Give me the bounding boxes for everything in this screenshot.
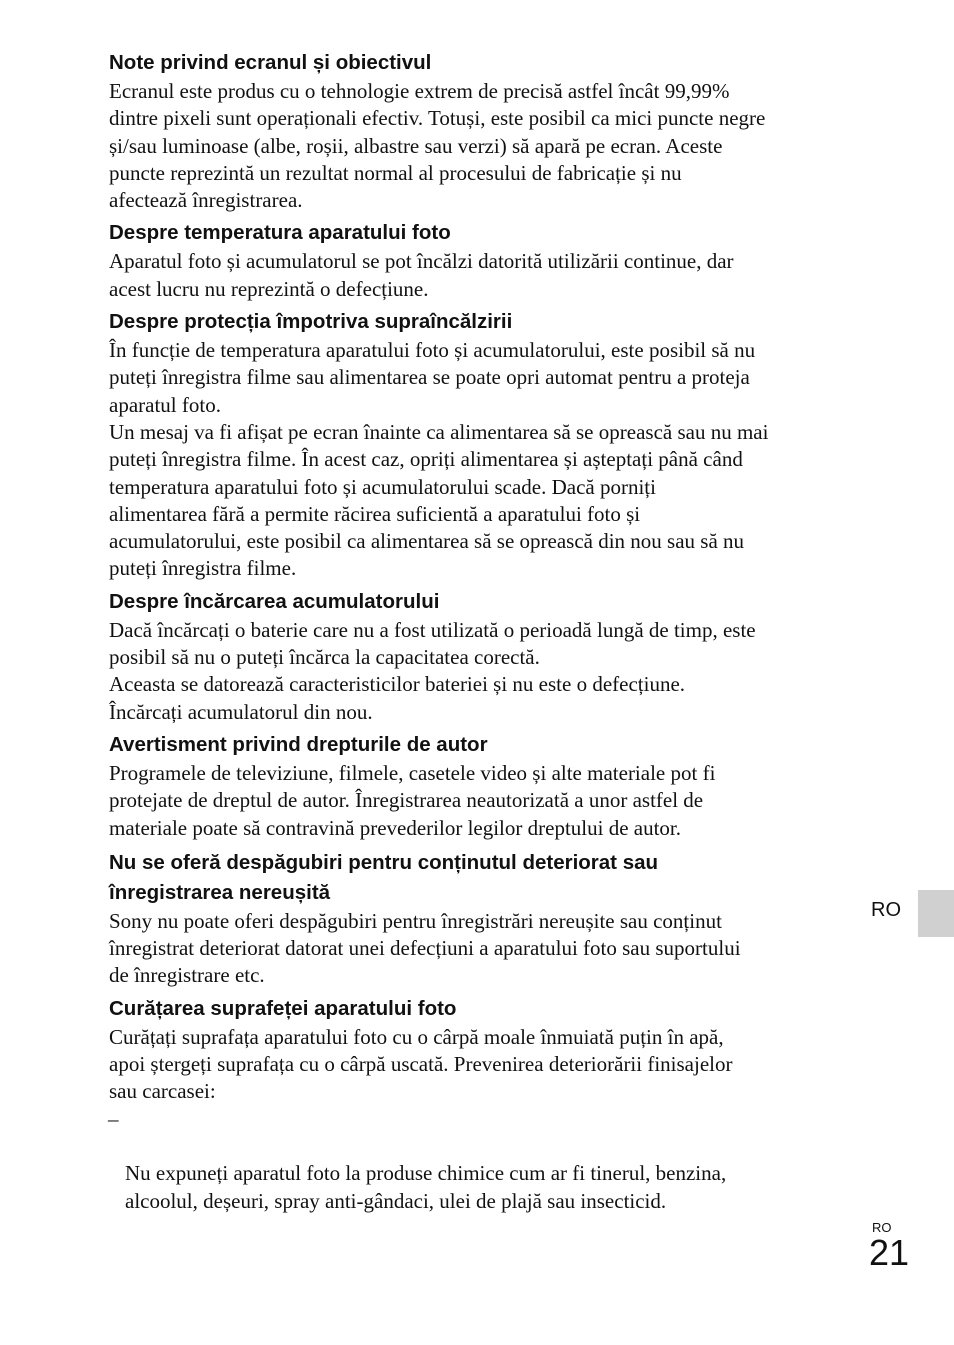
section-no-compensation	[109, 848, 869, 990]
section-body: Programele de televiziune, filmele, casetele video și alte materiale pot fi protejate de dreptul de autor. Înregistrarea neautorizată a unor astfel de materiale poate să contravină prevederilor legilor dreptului de autor.	[109, 760, 716, 840]
section-heading: Avertisment privind drepturile de autor	[109, 732, 488, 756]
language-tab	[918, 890, 954, 937]
section-body: Sony nu poate oferi despăgubiri pentru înregistrări nereușite sau conținut înregistrat deteriorat datorat unei defecțiuni a aparatului foto sau suportului de înregistrare etc.	[109, 908, 741, 988]
section-body: Ecranul este produs cu o tehnologie extrem de precisă astfel încât 99,99% dintre pixeli sunt operaționali efectiv. Totuși, este posibil ca mici puncte negre și/sau luminoase (albe, roșii, albastre sau verzi) să apară pe ecran. Aceste puncte reprezintă un rezultat normal al procesului de fabricație și nu afectează înregistrarea.	[109, 79, 766, 213]
section-heading: Nu se oferă despăgubiri pentru conținutul deteriorat sau înregistrarea nereușită	[109, 850, 659, 904]
section-temperature	[109, 218, 869, 303]
section-heading: Despre temperatura aparatului foto	[109, 221, 451, 245]
list-item-text: Nu expuneți aparatul foto la produse chimice cum ar fi tinerul, benzina, alcoolul, deșeuri, spray anti-gândaci, ulei de plajă sau insecticid.	[125, 1161, 727, 1213]
section-body: În funcție de temperatura aparatului foto și acumulatorului, este posibil să nu puteți înregistra filme sau alimentarea se poate opri automat pentru a proteja aparatul foto. Un mesaj va fi afișat pe ecran înainte ca alimentarea să se oprească sau nu mai puteți înregistra filme. În acest caz, opriți alimentarea și așteptați până când temperatura aparatului foto și acumulatorului scade. Dacă porniți alimentarea fără a permite răcirea suficientă a aparatului foto și acumulatorului, este posibil ca alimentarea să se oprească din nou sau să nu puteți înregistra filme.	[109, 338, 769, 581]
section-body: Aparatul foto și acumulatorul se pot încălzi datorită utilizării continue, dar acest lucru nu reprezintă o defecțiune.	[109, 249, 734, 301]
section-screen-notes	[109, 48, 869, 214]
list-item	[109, 1106, 869, 1215]
section-copyright	[109, 730, 869, 842]
page-number: 21	[869, 1232, 910, 1273]
page-content	[109, 48, 869, 1215]
section-battery-charging	[109, 587, 869, 726]
section-body: Curățați suprafața aparatului foto cu o cârpă moale înmuiată puțin în apă, apoi ștergeți suprafața cu o cârpă uscată. Prevenirea deteriorării finisajelor sau carcasei:	[109, 1024, 733, 1104]
section-heading: Curățarea suprafeței aparatului foto	[109, 996, 457, 1020]
list-marker: –	[108, 1106, 119, 1131]
section-heading: Despre încărcarea acumulatorului	[109, 589, 440, 613]
section-overheat-protection	[109, 307, 869, 583]
section-heading: Note privind ecranul și obiectivul	[109, 51, 432, 74]
section-body: Dacă încărcați o baterie care nu a fost utilizată o perioadă lungă de timp, este posibil să nu o puteți încărca la capacitatea corectă. Aceasta se datorează caracteristicilor bateriei și nu este o defecțiune. Încărcați acumulatorul din nou.	[109, 617, 756, 724]
section-heading: Despre protecția împotriva supraîncălzirii	[109, 310, 513, 334]
footer-language: RO	[872, 1220, 892, 1235]
section-cleaning	[109, 994, 869, 1215]
language-tab-label: RO	[871, 899, 901, 921]
